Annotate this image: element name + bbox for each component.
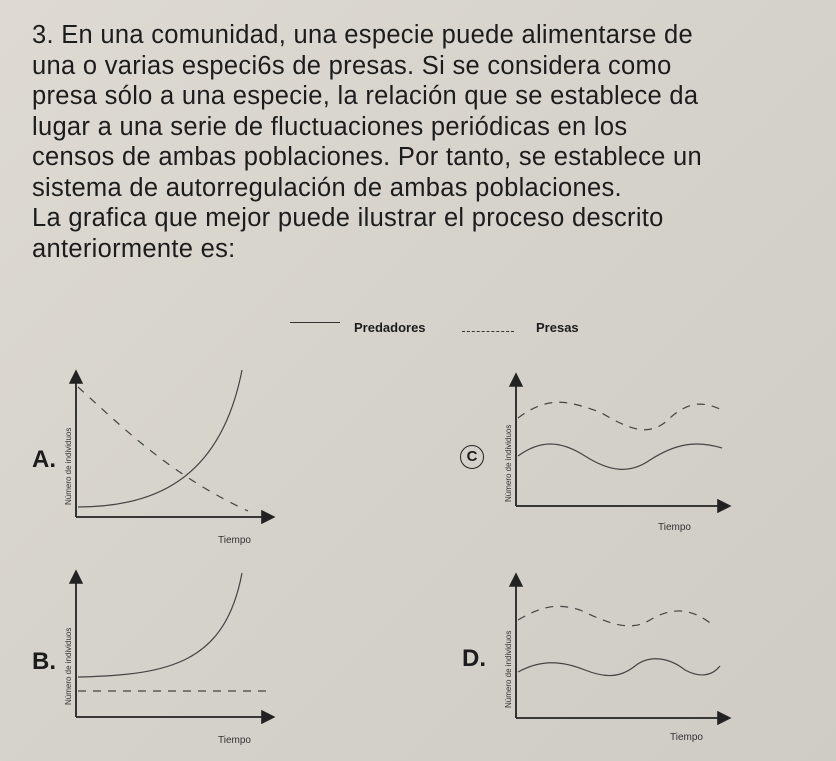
graph-a: [60, 365, 280, 550]
y-axis-label: Número de individuos: [64, 627, 73, 705]
option-b-letter[interactable]: B.: [32, 648, 56, 675]
x-axis-label: Tiempo: [218, 535, 251, 546]
graph-d: [500, 568, 740, 753]
legend-predadores-label: Predadores: [354, 320, 426, 335]
question-line: censos de ambas poblaciones. Por tanto, se establece un: [32, 143, 702, 171]
legend-solid-line: [290, 322, 340, 323]
presas-curve: [518, 402, 722, 429]
option-c-letter[interactable]: C: [460, 445, 484, 469]
x-axis-label: Tiempo: [658, 522, 691, 533]
question-line: La grafica que mejor puede ilustrar el proceso descrito: [32, 204, 664, 232]
x-axis-label: Tiempo: [218, 735, 251, 746]
predadores-curve: [518, 659, 720, 676]
presas-curve: [78, 387, 248, 511]
predadores-curve: [78, 370, 242, 507]
legend: [290, 320, 610, 340]
predadores-curve: [78, 573, 242, 677]
graph-b: [60, 565, 280, 750]
y-axis-label: Número de individuos: [64, 427, 73, 505]
question-text: [32, 20, 812, 264]
legend-presas-label: Presas: [536, 320, 579, 335]
predadores-curve: [518, 444, 722, 469]
graph-c: [500, 368, 740, 543]
y-axis-label: Número de individuos: [504, 630, 513, 708]
legend-dashed-line: [462, 331, 514, 332]
x-axis-label: Tiempo: [670, 732, 703, 743]
option-d-letter[interactable]: D.: [462, 645, 486, 672]
presas-curve: [518, 606, 714, 626]
question-line: presa sólo a una especie, la relación que se establece da: [32, 82, 699, 110]
y-axis-label: Número de individuos: [504, 424, 513, 502]
question-line: una o varias especi6s de presas. Si se considera como: [32, 51, 672, 80]
question-line: lugar a una serie de fluctuaciones periódicas en los: [32, 112, 628, 141]
question-line: sistema de autorregulación de ambas poblaciones.: [32, 173, 622, 202]
question-line: 3. En una comunidad, una especie puede alimentarse de: [32, 21, 693, 49]
option-a-letter[interactable]: A.: [32, 446, 56, 473]
question-line: anteriormente es:: [32, 234, 236, 263]
